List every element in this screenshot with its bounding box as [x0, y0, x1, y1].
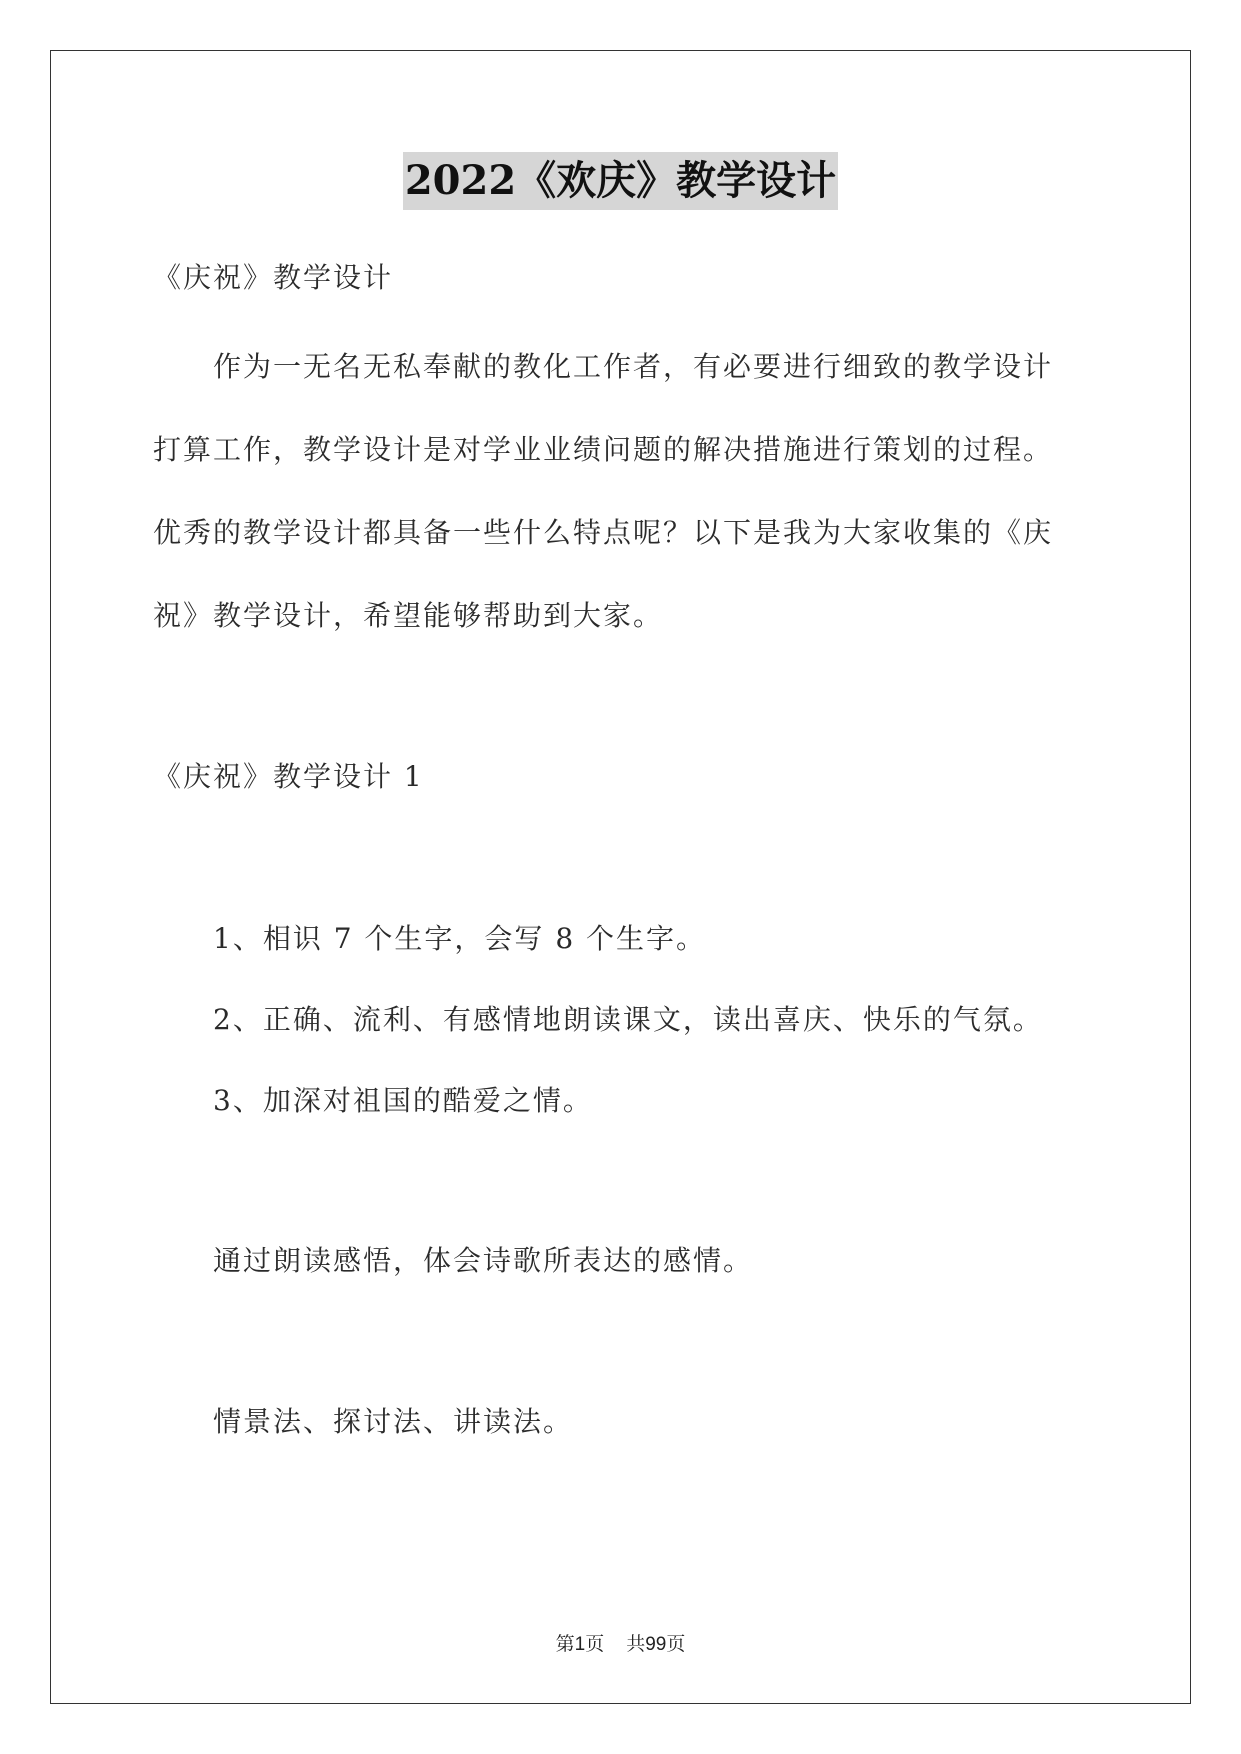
footer-total-suffix: 页 — [666, 1633, 686, 1655]
goal-item: 2、正确、流利、有感情地朗读课文，读出喜庆、快乐的气氛。 — [213, 1003, 1043, 1036]
section-heading: 《庆祝》教学设计 1 — [153, 760, 424, 793]
paragraph-line: 打算工作，教学设计是对学业业绩问题的解决措施进行策划的过程。 — [153, 433, 1054, 466]
footer-total-prefix: 共 — [626, 1633, 646, 1655]
footer-page-suffix: 页 — [585, 1633, 605, 1655]
paragraph-line: 优秀的教学设计都具备一些什么特点呢？以下是我为大家收集的《庆 — [153, 516, 1054, 549]
goal-item: 1、相识 7 个生字，会写 8 个生字。 — [213, 922, 707, 955]
total-pages-number: 99 — [645, 1634, 667, 1655]
footer-prefix: 第 — [555, 1633, 575, 1655]
document-title: 2022《欢庆》教学设计 — [403, 152, 838, 210]
paragraph-line: 作为一无名无私奉献的教化工作者，有必要进行细致的教学设计 — [213, 350, 1054, 383]
current-page-number: 1 — [574, 1634, 586, 1655]
paragraph-line: 祝》教学设计，希望能够帮助到大家。 — [153, 599, 664, 632]
subtitle: 《庆祝》教学设计 — [153, 261, 394, 294]
key-point-line: 通过朗读感悟，体会诗歌所表达的感情。 — [213, 1244, 754, 1277]
goal-item: 3、加深对祖国的酷爱之情。 — [213, 1084, 593, 1117]
methods-line: 情景法、探讨法、讲读法。 — [213, 1405, 574, 1438]
page-border — [50, 50, 1191, 1704]
title-container — [0, 152, 1241, 210]
page-footer — [0, 1632, 1241, 1657]
